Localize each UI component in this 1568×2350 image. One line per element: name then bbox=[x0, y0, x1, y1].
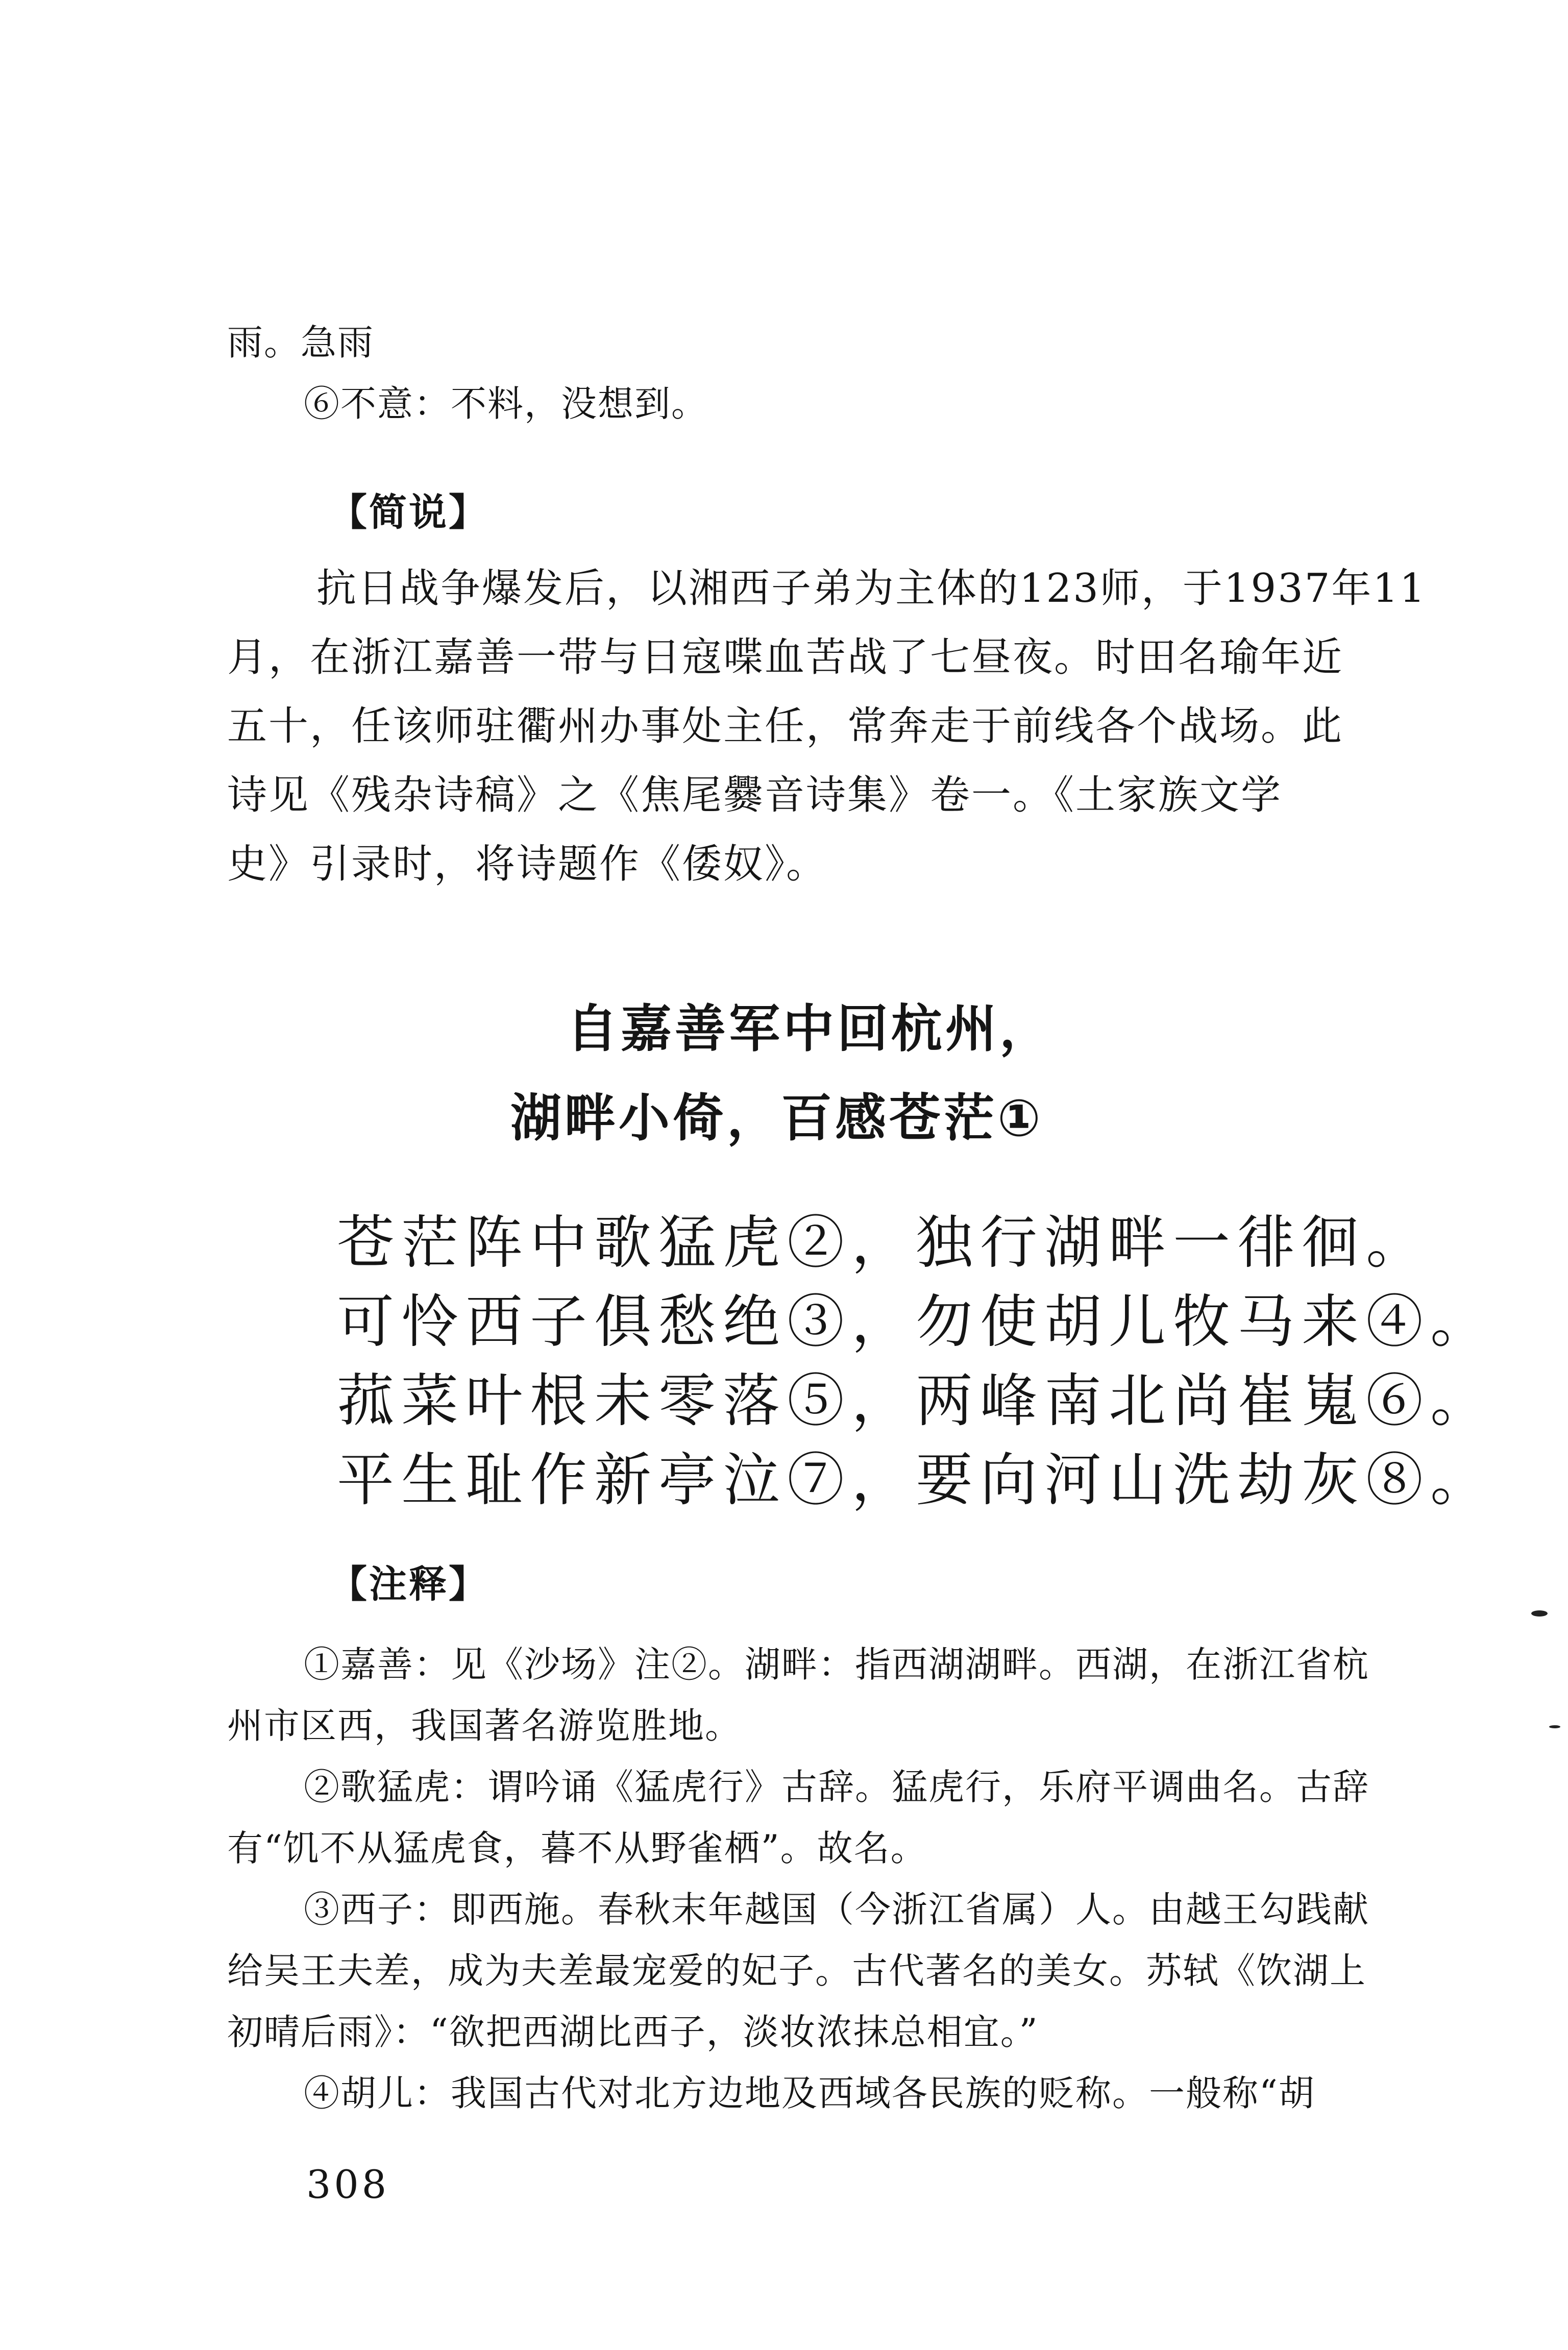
zhushi-heading: 【注释】 bbox=[329, 1562, 488, 1606]
poem-line-1: 苍茫阵中歌猛虎②，独行湖畔一徘徊。 bbox=[337, 1210, 1430, 1276]
poem-title-line-2: 湖畔小倚，百感苍茫① bbox=[510, 1088, 1044, 1148]
note-6: ⑥不意：不料，没想到。 bbox=[304, 383, 708, 425]
zhushi-line-4: 有“饥不从猛虎食，暮不从野雀栖”。故名。 bbox=[227, 1827, 927, 1869]
scan-speck bbox=[1531, 1610, 1548, 1617]
jianshuo-line-3: 五十，任该师驻衢州办事处主任，常奔走于前线各个战场。此 bbox=[227, 703, 1344, 749]
poem-line-2: 可怜西子俱愁绝③，勿使胡儿牧马来④。 bbox=[337, 1289, 1494, 1355]
jianshuo-line-2: 月，在浙江嘉善一带与日寇喋血苦战了七昼夜。时田名瑜年近 bbox=[227, 634, 1344, 680]
zhushi-line-5: ③西子：即西施。春秋末年越国（今浙江省属）人。由越王勾践献 bbox=[304, 1889, 1369, 1930]
jianshuo-line-4: 诗见《残杂诗稿》之《焦尾爨音诗集》卷一。《土家族文学 bbox=[227, 772, 1283, 818]
zhushi-line-8: ④胡儿：我国古代对北方边地及西域各民族的贬称。一般称“胡 bbox=[304, 2072, 1315, 2114]
zhushi-line-3: ②歌猛虎：谓吟诵《猛虎行》古辞。猛虎行，乐府平调曲名。古辞 bbox=[304, 1766, 1369, 1808]
poem-title-line-1: 自嘉善军中回杭州， bbox=[567, 999, 1054, 1059]
poem-line-3: 菰菜叶根未零落⑤，两峰南北尚崔嵬⑥。 bbox=[337, 1368, 1494, 1434]
jianshuo-heading: 【简说】 bbox=[329, 491, 488, 534]
zhushi-line-1: ①嘉善：见《沙场》注②。湖畔：指西湖湖畔。西湖，在浙江省杭 bbox=[304, 1644, 1369, 1685]
scan-speck bbox=[1549, 1725, 1560, 1728]
page-number: 308 bbox=[306, 2162, 390, 2207]
note-5-continuation: 雨。急雨 bbox=[227, 322, 374, 363]
poem-line-4: 平生耻作新亭泣⑦，要向河山洗劫灰⑧。 bbox=[337, 1447, 1494, 1513]
jianshuo-line-1: 抗日战争爆发后，以湘西子弟为主体的123师，于1937年11 bbox=[316, 566, 1427, 611]
jianshuo-line-5: 史》引录时，将诗题作《倭奴》。 bbox=[227, 841, 828, 887]
zhushi-line-2: 州市区西，我国著名游览胜地。 bbox=[227, 1705, 742, 1747]
zhushi-line-7: 初晴后雨》：“欲把西湖比西子，淡妆浓抹总相宜。” bbox=[227, 2011, 1039, 2053]
zhushi-line-6: 给吴王夫差，成为夫差最宠爱的妃子。古代著名的美女。苏轼《饮湖上 bbox=[227, 1950, 1366, 1992]
